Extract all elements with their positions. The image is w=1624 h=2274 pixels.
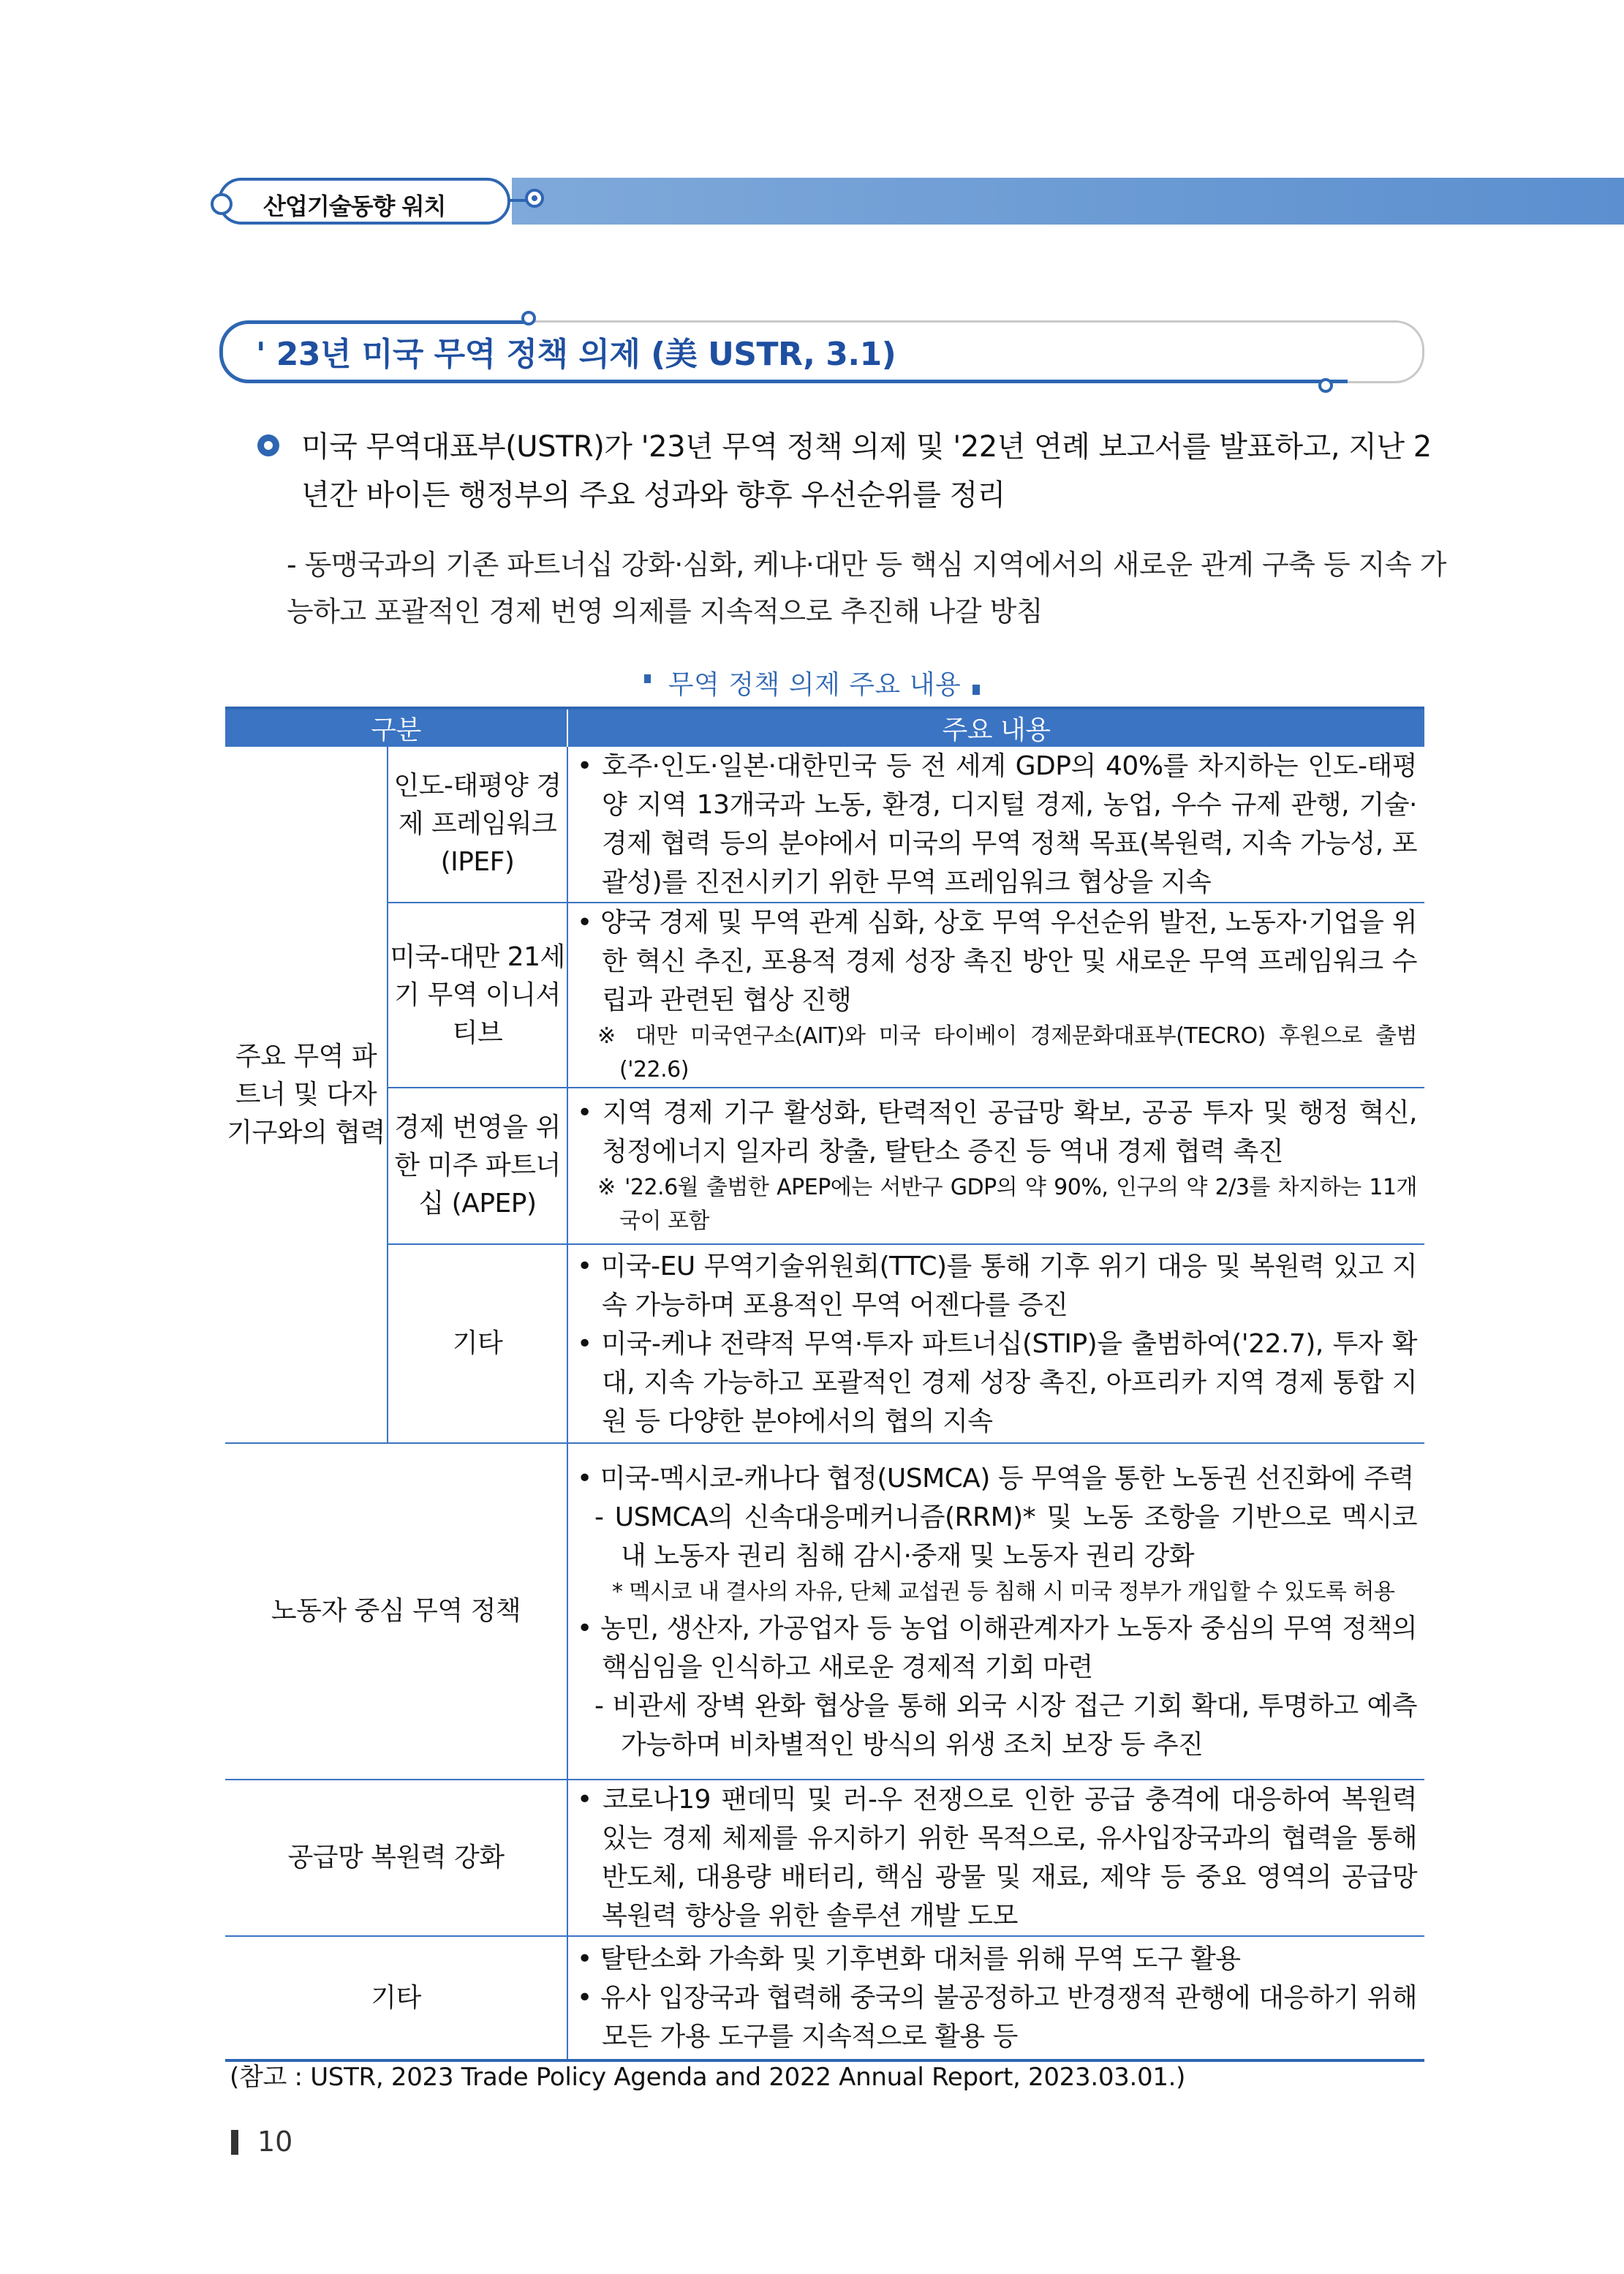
content-cell xyxy=(567,747,1424,903)
header-category: 구분 xyxy=(225,708,567,747)
table-row xyxy=(225,903,1424,1088)
frame-bottom-line xyxy=(251,380,1348,383)
content-bullet: • 미국-멕시코-캐나다 협정(USMCA) 등 무역을 통한 노동권 선진화에 주력 xyxy=(577,1463,1414,1494)
header-tag xyxy=(218,178,510,225)
category-label: 노동자 중심 무역 정책 xyxy=(271,1596,521,1626)
content-bullet: • 미국-EU 무역기술위원회(TTC)를 통해 기후 위기 대응 및 복원력 있고 지속 가능하며 포용적인 무역 어젠다를 증진 xyxy=(577,1251,1417,1320)
intro-bullet: 미국 무역대표부(USTR)가 '23년 무역 정책 의제 및 '22년 연례 보고서를 발표하고, 지난 2년간 바이든 행정부의 주요 성과와 향후 우선순위를 정리 xyxy=(301,430,1432,512)
category-label: 공급망 복원력 강화 xyxy=(287,1842,505,1872)
table-header-row xyxy=(225,708,1424,747)
content-footnote: * 멕시코 내 결사의 자유, 단체 교섭권 등 침해 시 미국 정부가 개입할 수 있도록 허용 xyxy=(612,1578,1395,1605)
content-bullet: • 농민, 생산자, 가공업자 등 농업 이해관계자가 노동자 중심의 무역 정책의 핵심임을 인식하고 새로운 경제적 기회 마련 xyxy=(577,1613,1417,1682)
table-title xyxy=(0,664,1624,701)
header-circle-icon xyxy=(525,189,544,208)
subcategory-label: 미국-대만 21세기 무역 이니셔티브 xyxy=(390,941,565,1048)
content-note: ※ '22.6월 출범한 APEP에는 서반구 GDP의 약 90%, 인구의 약 2/3를 차지하는 11개국이 포함 xyxy=(597,1175,1417,1234)
content-bullet: • 미국-케냐 전략적 무역·투자 파트너십(STIP)을 출범하여('22.7), 투자 확대, 지속 가능하고 포괄적인 경제 성장 촉진, 아프리카 지역 경제 통합 지원 등 다양한 분야에서의 협의 지속 xyxy=(577,1328,1417,1437)
content-dash: - USMCA의 신속대응메커니즘(RRM)* 및 노동 조항을 기반으로 멕시코 내 노동자 권리 침해 감시·중재 및 노동자 권리 강화 xyxy=(594,1502,1417,1571)
page-number: 10 xyxy=(257,2126,293,2158)
content-bullet: • 탈탄소화 가속화 및 기후변화 대처를 위해 무역 도구 활용 xyxy=(577,1944,1241,1974)
subcategory-label: 경제 번영을 위한 미주 파트너십 (APEP) xyxy=(394,1112,561,1219)
content-bullet: • 호주·인도·일본·대한민국 등 전 세계 GDP의 40%를 차지하는 인도-태평양 지역 13개국과 노동, 환경, 디지털 경제, 농업, 우수 규제 관행, 기술·경제 협력 등의 분야에서 미국의 무역 정책 목표(복원력, 지속 가능성, 포괄성)를 진전시키기 위한 무역 프레임워크 협상을 지속 xyxy=(577,751,1417,897)
subcategory-cell xyxy=(388,1088,567,1244)
header-content: 주요 내용 xyxy=(567,708,1424,747)
subcategory-label: 인도-태평양 경제 프레임워크 (IPEF) xyxy=(393,771,562,877)
content-dash: - 비관세 장벽 완화 협상을 통해 외국 시장 접근 기회 확대, 투명하고 예측 가능하며 비차별적인 방식의 위생 조치 보장 등 추진 xyxy=(594,1690,1417,1760)
content-bullet: • 코로나19 팬데믹 및 러-우 전쟁으로 인한 공급 충격에 대응하여 복원력 있는 경제 체제를 유지하기 위한 목적으로, 유사입장국과의 협력을 통해 반도체, 대용량 배터리, 핵심 광물 및 재료, 제약 등 중요 영역의 공급망 복원력 향상을 위한 솔루션 개발 도모 xyxy=(577,1785,1417,1931)
subcategory-cell xyxy=(388,1244,567,1443)
content-cell xyxy=(567,1088,1424,1244)
content-cell xyxy=(567,1443,1424,1780)
table-row xyxy=(225,1088,1424,1244)
frame-knob-icon xyxy=(521,311,536,325)
table-title-text: 무역 정책 의제 주요 내용 xyxy=(668,670,962,700)
title-square-icon xyxy=(644,674,651,683)
title-square-icon xyxy=(972,685,980,695)
table-row xyxy=(225,747,1424,903)
frame-knob-icon xyxy=(1318,378,1333,393)
subcategory-label: 기타 xyxy=(452,1328,503,1358)
content-note: ※ 대만 미국연구소(AIT)와 미국 타이베이 경제문화대표부(TECRO) 후원으로 출범('22.6) xyxy=(597,1023,1417,1083)
section-title: ' 23년 미국 무역 정책 의제 (美 USTR, 3.1) xyxy=(256,336,896,373)
category-cell xyxy=(225,1936,567,2060)
content-cell xyxy=(567,1244,1424,1443)
category-cell xyxy=(225,747,388,1443)
category-cell xyxy=(225,1443,567,1780)
frame-top-line xyxy=(251,320,529,324)
source-note: (참고 : USTR, 2023 Trade Policy Agenda and 2022 Annual Report, 2023.03.01.) xyxy=(230,2063,1186,2092)
table-row xyxy=(225,1936,1424,2060)
header-title: 산업기술동향 워치 xyxy=(263,192,446,220)
category-label: 주요 무역 파트너 및 다자기구와의 협력 xyxy=(227,1041,385,1148)
category-cell xyxy=(225,1780,567,1936)
content-bullet: • 유사 입장국과 협력해 중국의 불공정하고 반경쟁적 관행에 대응하기 위해 모든 가용 도구를 지속적으로 활용 등 xyxy=(577,1983,1417,2052)
subcategory-cell xyxy=(388,903,567,1088)
header-dot-icon xyxy=(211,193,233,215)
header-band xyxy=(512,178,1624,225)
page-marker xyxy=(231,2130,238,2155)
content-bullet: • 양국 경제 및 무역 관계 심화, 상호 무역 우선순위 발전, 노동자·기업을 위한 혁신 추진, 포용적 경제 성장 촉진 방안 및 새로운 무역 프레임워크 수립과 관련된 협상 진행 xyxy=(577,908,1417,1015)
subcategory-cell xyxy=(388,747,567,903)
category-label: 기타 xyxy=(371,1982,421,2013)
content-cell xyxy=(567,903,1424,1088)
table-row xyxy=(225,1244,1424,1443)
agenda-table xyxy=(225,707,1424,2062)
content-bullet: • 지역 경제 기구 활성화, 탄력적인 공급망 확보, 공공 투자 및 행정 혁신, 청정에너지 일자리 창출, 탈탄소 증진 등 역내 경제 협력 촉진 xyxy=(577,1098,1417,1167)
bullet-circle-icon xyxy=(257,434,279,456)
table-row xyxy=(225,1780,1424,1936)
table-row xyxy=(225,1443,1424,1780)
content-cell xyxy=(567,1936,1424,2060)
intro-dash: - 동맹국과의 기존 파트너십 강화·심화, 케냐·대만 등 핵심 지역에서의 새로운 관계 구축 등 지속 가능하고 포괄적인 경제 번영 의제를 지속적으로 추진해 나갈 방침 xyxy=(287,549,1446,628)
content-cell xyxy=(567,1780,1424,1936)
